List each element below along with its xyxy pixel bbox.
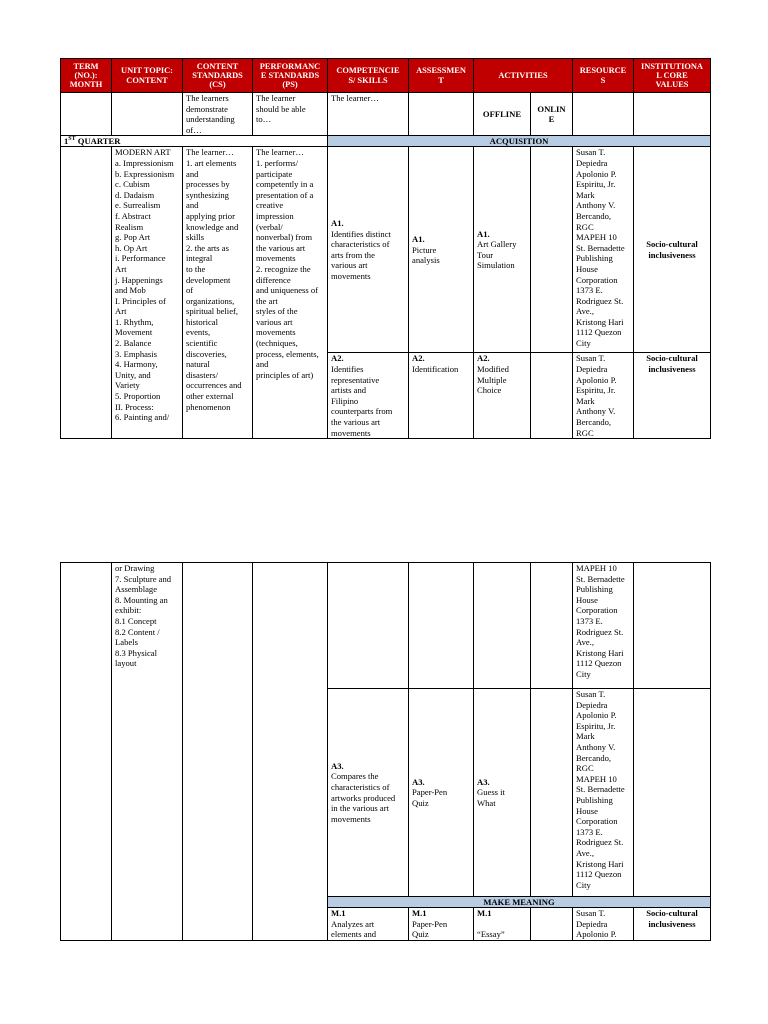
competency-a1 (328, 147, 409, 353)
offline-cont (474, 563, 531, 689)
online-a3 (531, 689, 573, 897)
online-m1 (531, 908, 573, 941)
offline-a2-text: Modified Multiple Choice (477, 363, 509, 396)
subheader-resources-cell (573, 93, 634, 136)
online-cont (531, 563, 573, 689)
performance-standards: The learner… 1. performs/ participate competently in a presentation of a creative impression (verbal/ nonverbal) from the various art movements 2. recognize the difference and uniqueness of the art styles of the various art movements (techniques, process, elements, and principles of art) (253, 147, 328, 439)
core-values-m1: Socio-cultural inclusiveness (634, 908, 711, 941)
competency-cont (328, 563, 409, 689)
competency-m1 (328, 908, 409, 941)
subheader-core-values-cell (634, 93, 711, 136)
assessment-a1-text: Picture analysis (412, 244, 440, 266)
assessment-a2-text: Identification (412, 363, 459, 374)
term-cell-p2 (61, 563, 112, 941)
subheader-performance-standards: The learner should be able to… (253, 93, 328, 136)
term-cell (61, 147, 112, 439)
online-a1 (531, 147, 573, 353)
competency-a2 (328, 353, 409, 439)
row-continuation (61, 563, 711, 689)
offline-m1-code: M.1 (477, 908, 492, 918)
assessment-m1-text: Paper-Pen Quiz (412, 918, 448, 940)
header-core-values: INSTITUTIONA L CORE VALUES (634, 59, 711, 93)
assessment-a3-text: Paper-Pen Quiz (412, 787, 448, 808)
header-term: TERM (NO.): MONTH (61, 59, 112, 93)
competency-a3-text: Compares the characteristics of artworks produced in the various art movements (331, 771, 396, 824)
core-values-cont (634, 563, 711, 689)
offline-a1-text: Art Gallery Tour Simulation (477, 239, 517, 271)
header-assessment: ASSESSMEN T (409, 59, 474, 93)
offline-a1 (474, 147, 531, 353)
resources-cont: MAPEH 10 St. Bernadette Publishing House Corporation 1373 E. Rodriguez St. Ave., Kristong Hari 1112 Quezon City (573, 563, 634, 689)
offline-m1-text: “Essay” (477, 928, 505, 939)
resources-m1: Susan T. Depiedra Apolonio P. (573, 908, 634, 941)
content-standards-p2 (183, 563, 253, 941)
curriculum-table-page-2 (60, 562, 711, 941)
subheader-row (61, 93, 711, 136)
performance-standards-p2 (253, 563, 328, 941)
subheader-offline: OFFLINE (474, 93, 531, 136)
assessment-a2 (409, 353, 474, 439)
curriculum-table-page-1 (60, 58, 711, 439)
subheader-online: ONLIN E (531, 93, 573, 136)
assessment-m1-code: M.1 (412, 908, 427, 918)
assessment-cont (409, 563, 474, 689)
offline-a1-code: A1. (477, 228, 490, 239)
header-activities: ACTIVITIES (474, 59, 573, 93)
competency-a3-code: A3. (331, 760, 344, 771)
assessment-a3-code: A3. (412, 776, 425, 787)
subheader-competencies: The learner… (328, 93, 409, 136)
assessment-m1 (409, 908, 474, 941)
quarter-row (61, 136, 711, 147)
header-row (61, 59, 711, 93)
offline-a2-code: A2. (477, 353, 490, 364)
offline-a3-code: A3. (477, 776, 490, 787)
core-values-a2: Socio-cultural inclusiveness (634, 353, 711, 439)
resources-a2: Susan T. Depiedra Apolonio P. Espiritu, Jr. Mark Anthony V. Bercando, RGC (573, 353, 634, 439)
header-resources: RESOURCE S (573, 59, 634, 93)
competency-a1-code: A1. (331, 218, 344, 229)
resources-a3: Susan T. Depiedra Apolonio P. Espiritu, Jr. Mark Anthony V. Bercando, RGC MAPEH 10 St. Bernadette Publishing House Corporation 1373 E. Rodriguez St. Ave., Kristong Hari 1112 Quezon City (573, 689, 634, 897)
competency-m1-text: Analyzes art elements and (331, 918, 377, 940)
offline-a2 (474, 353, 531, 439)
competency-a3 (328, 689, 409, 897)
assessment-a1-code: A1. (412, 233, 425, 244)
subheader-unit-cell (112, 93, 183, 136)
header-competencies: COMPETENCIE S/ SKILLS (328, 59, 409, 93)
competency-a2-text: Identifies representative artists and Filipino counterparts from the various art movements (331, 363, 393, 438)
offline-a3 (474, 689, 531, 897)
header-content-standards: CONTENT STANDARDS (CS) (183, 59, 253, 93)
row-a1 (61, 147, 711, 353)
unit-topic-content-p2: or Drawing 7. Sculpture and Assemblage 8. Mounting an exhibit: 8.1 Concept 8.2 Content / Labels 8.3 Physical layout (112, 563, 183, 941)
content-standards: The learner… 1. art elements and processes by synthesizing and applying prior knowledge and skills 2. the arts as integral to the development of organizations, spiritual belief, historical events, scientific discoveries, natural disasters/ occurrences and other external phenomenon (183, 147, 253, 439)
competency-a1-text: Identifies distinct characteristics of arts from the various art movements (331, 228, 391, 282)
assessment-a1 (409, 147, 474, 353)
resources-a1: Susan T. Depiedra Apolonio P. Espiritu, Jr. Mark Anthony V. Bercando, RGC MAPEH 10 St. Bernadette Publishing House Corporation 1373 E. Rodriguez St. Ave., Kristong Hari 1112 Quezon City (573, 147, 634, 353)
quarter-label: 1ST QUARTER (61, 136, 328, 147)
online-a2 (531, 353, 573, 439)
competency-m1-code: M.1 (331, 908, 346, 918)
band-make-meaning: MAKE MEANING (328, 897, 711, 908)
header-unit-topic: UNIT TOPIC: CONTENT (112, 59, 183, 93)
assessment-a3 (409, 689, 474, 897)
core-values-a3 (634, 689, 711, 897)
offline-m1 (474, 908, 531, 941)
assessment-a2-code: A2. (412, 353, 425, 364)
competency-a2-code: A2. (331, 353, 344, 364)
subheader-term-cell (61, 93, 112, 136)
subheader-content-standards: The learners demonstrate understanding of… (183, 93, 253, 136)
offline-a3-text: Guess it What (477, 787, 505, 808)
header-performance-standards: PERFORMANC E STANDARDS (PS) (253, 59, 328, 93)
subheader-assessment-cell (409, 93, 474, 136)
core-values-a1: Socio-cultural inclusiveness (634, 147, 711, 353)
unit-topic-content: MODERN ART a. Impressionism b. Expressionism c. Cubism d. Dadaism e. Surrealism f. Abstract Realism g. Pop Art h. Op Art i. Performance Art j. Happenings and Mob I. Principles of Art 1. Rhythm, Movement 2. Balance 3. Emphasis 4. Harmony, Unity, and Variety 5. Proportion II. Process: 6. Painting and/ (112, 147, 183, 439)
band-acquisition: ACQUISITION (328, 136, 711, 147)
